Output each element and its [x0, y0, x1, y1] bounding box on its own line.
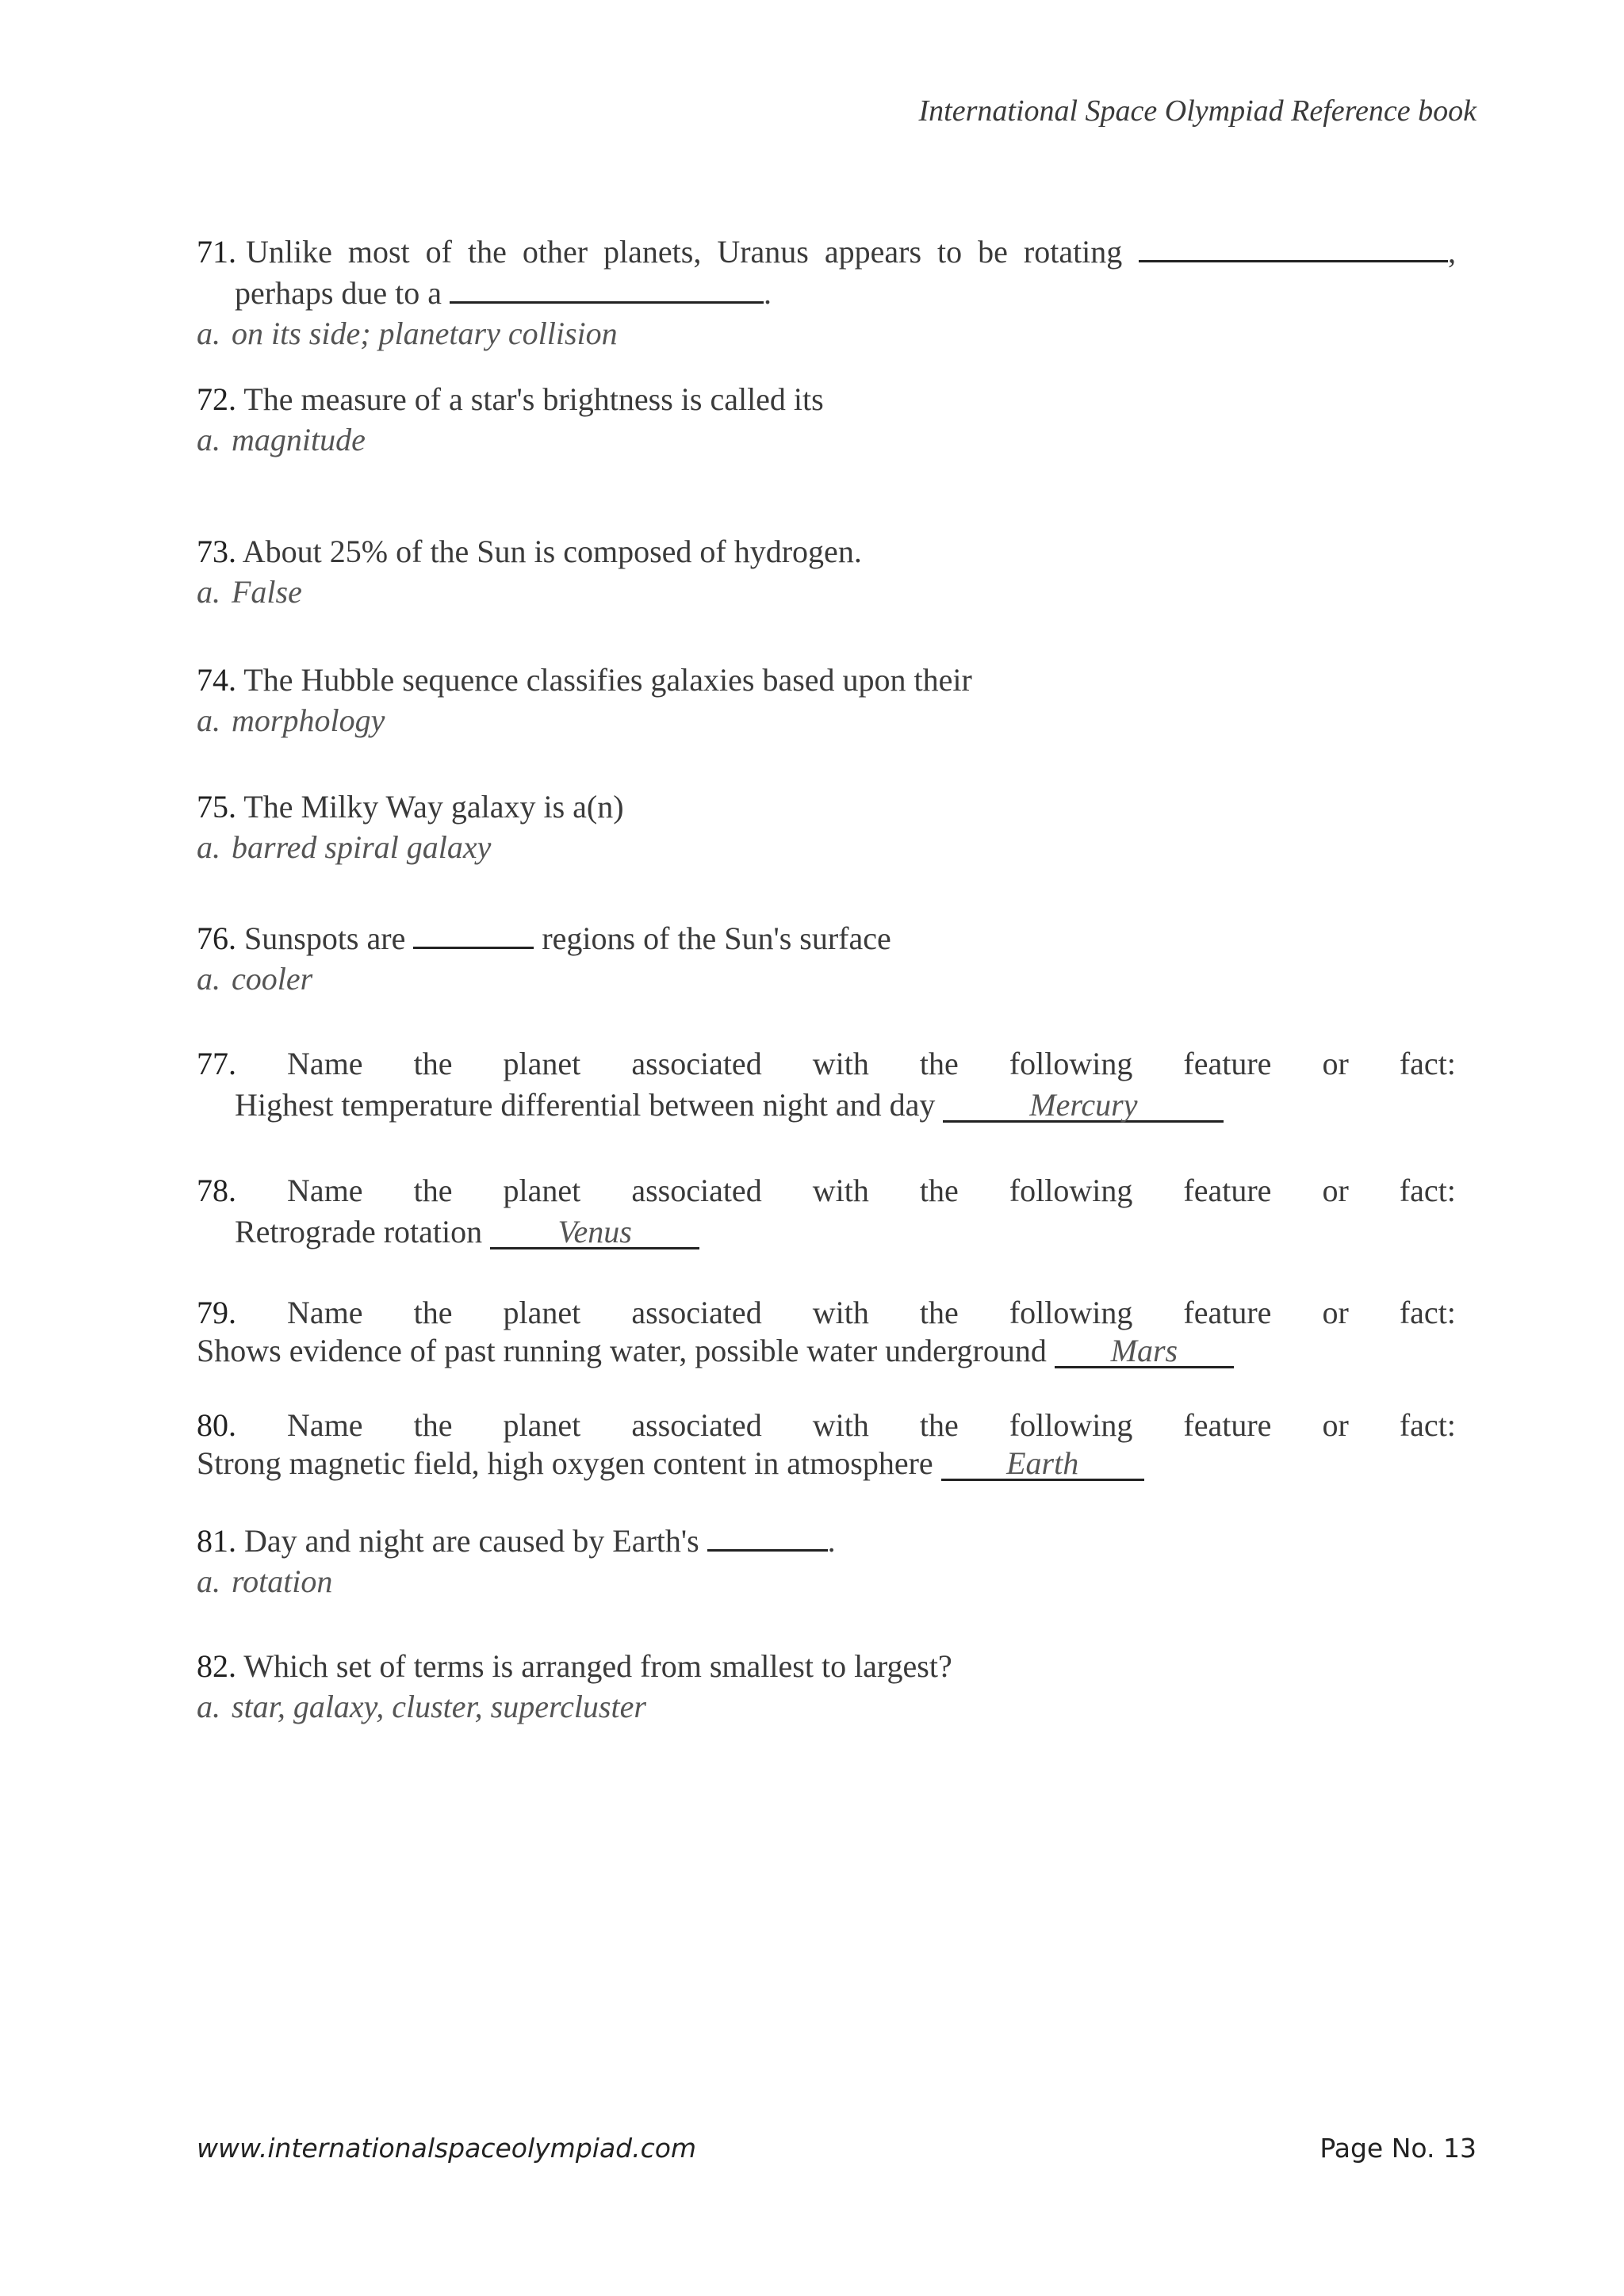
word: with [812, 1173, 869, 1208]
answer-label: a. [197, 829, 220, 865]
answer-label: a. [197, 1563, 220, 1599]
question-72 [197, 381, 824, 461]
punctuation: . [827, 1523, 836, 1559]
question-number: 77. [197, 1046, 236, 1081]
question-76 [197, 916, 891, 1001]
answer-label: a. [197, 961, 220, 997]
word: the [413, 1295, 453, 1330]
word: the [919, 1407, 959, 1443]
filled-answer-blank [490, 1214, 699, 1249]
word: planet [503, 1295, 581, 1330]
answer-blank [450, 271, 764, 304]
question-text: Day and night are caused by Earth's [244, 1523, 699, 1559]
page-number: Page No. 13 [1320, 2133, 1477, 2164]
answer-blank [413, 916, 534, 949]
question-text: Which set of terms is arranged from smallest to largest? [243, 1648, 952, 1684]
running-header: International Space Olympiad Reference book [918, 94, 1477, 128]
word: fact: [1399, 1173, 1456, 1208]
word: the [919, 1295, 959, 1330]
website-link[interactable]: www.internationalspaceolympiad.com [197, 2133, 697, 2164]
filled-answer-blank [1055, 1333, 1234, 1368]
question-75 [197, 788, 624, 869]
question-73 [197, 533, 862, 614]
word: the [413, 1407, 453, 1443]
word: feature [1183, 1407, 1272, 1443]
question-text-continued: Highest temperature differential between night and day [235, 1087, 936, 1123]
filled-answer-blank [941, 1445, 1144, 1481]
question-79 [197, 1294, 1456, 1370]
word: Name [287, 1295, 363, 1330]
question-text: The measure of a star's brightness is called its [243, 381, 824, 417]
question-text: The Milky Way galaxy is a(n) [243, 789, 624, 825]
word: with [812, 1046, 869, 1081]
question-number: 81. [197, 1523, 236, 1559]
word: following [1009, 1173, 1133, 1208]
question-number: 72. [197, 381, 236, 417]
word: Name [287, 1407, 363, 1443]
word: fact: [1399, 1407, 1456, 1443]
word: or [1322, 1295, 1349, 1330]
answer-blank [707, 1519, 828, 1552]
word: feature [1183, 1046, 1272, 1081]
word: the [919, 1046, 959, 1081]
word: planet [503, 1407, 581, 1443]
question-number: 75. [197, 789, 236, 825]
question-74 [197, 661, 972, 742]
punctuation: , [1448, 234, 1456, 270]
question-number: 76. [197, 920, 236, 956]
word: fact: [1399, 1295, 1456, 1330]
punctuation: . [764, 275, 772, 311]
question-82 [197, 1647, 952, 1728]
word: associated [631, 1046, 762, 1081]
word: the [413, 1046, 453, 1081]
question-text: Unlike most of the other planets, Uranus appears to be rotating [246, 234, 1123, 270]
answer-text: on its side; planetary collision [232, 316, 618, 351]
question-number: 74. [197, 662, 236, 698]
answer-blank [1139, 230, 1448, 262]
answer-label: a. [197, 422, 220, 457]
answer-text: Mercury [1029, 1087, 1138, 1123]
word: following [1009, 1295, 1133, 1330]
word: Name [287, 1046, 363, 1081]
answer-text: morphology [232, 702, 385, 738]
word: associated [631, 1407, 762, 1443]
answer-label: a. [197, 574, 220, 610]
word: with [812, 1407, 869, 1443]
word: following [1009, 1046, 1133, 1081]
answer-label: a. [197, 316, 220, 351]
word: planet [503, 1173, 581, 1208]
word: fact: [1399, 1046, 1456, 1081]
question-text-continued: Retrograde rotation [235, 1214, 483, 1249]
question-number: 78. [197, 1173, 236, 1208]
question-80 [197, 1406, 1456, 1483]
question-text-continued: regions of the Sun's surface [542, 920, 891, 956]
question-71 [197, 230, 1456, 355]
answer-text: Earth [1006, 1445, 1079, 1481]
answer-text: False [232, 574, 302, 610]
question-81 [197, 1519, 836, 1603]
question-78 [197, 1172, 1456, 1251]
question-text-continued: perhaps due to a [235, 275, 442, 311]
word: planet [503, 1046, 581, 1081]
question-number: 79. [197, 1295, 236, 1330]
answer-label: a. [197, 702, 220, 738]
word: or [1322, 1173, 1349, 1208]
word: with [812, 1295, 869, 1330]
answer-text: barred spiral galaxy [232, 829, 492, 865]
question-number: 80. [197, 1407, 236, 1443]
question-number: 73. [197, 534, 236, 569]
word: the [413, 1173, 453, 1208]
word: associated [631, 1173, 762, 1208]
question-number: 82. [197, 1648, 236, 1684]
question-text-continued: Strong magnetic field, high oxygen content in atmosphere [197, 1445, 933, 1481]
word: following [1009, 1407, 1133, 1443]
word: the [919, 1173, 959, 1208]
answer-text: cooler [232, 961, 313, 997]
answer-text: Venus [557, 1214, 632, 1249]
answer-text: rotation [232, 1563, 333, 1599]
answer-text: star, galaxy, cluster, supercluster [232, 1689, 646, 1724]
answer-text: Mars [1110, 1333, 1178, 1368]
answer-text: magnitude [232, 422, 366, 457]
word: or [1322, 1046, 1349, 1081]
question-text: The Hubble sequence classifies galaxies based upon their [243, 662, 972, 698]
word: Name [287, 1173, 363, 1208]
question-text: Sunspots are [244, 920, 406, 956]
question-text: About 25% of the Sun is composed of hydrogen. [242, 534, 862, 569]
word: feature [1183, 1295, 1272, 1330]
answer-label: a. [197, 1689, 220, 1724]
filled-answer-blank [943, 1087, 1224, 1123]
word: feature [1183, 1173, 1272, 1208]
word: associated [631, 1295, 762, 1330]
question-text-continued: Shows evidence of past running water, possible water underground [197, 1333, 1047, 1368]
question-77 [197, 1045, 1456, 1124]
word: or [1322, 1407, 1349, 1443]
question-number: 71. [197, 234, 236, 270]
